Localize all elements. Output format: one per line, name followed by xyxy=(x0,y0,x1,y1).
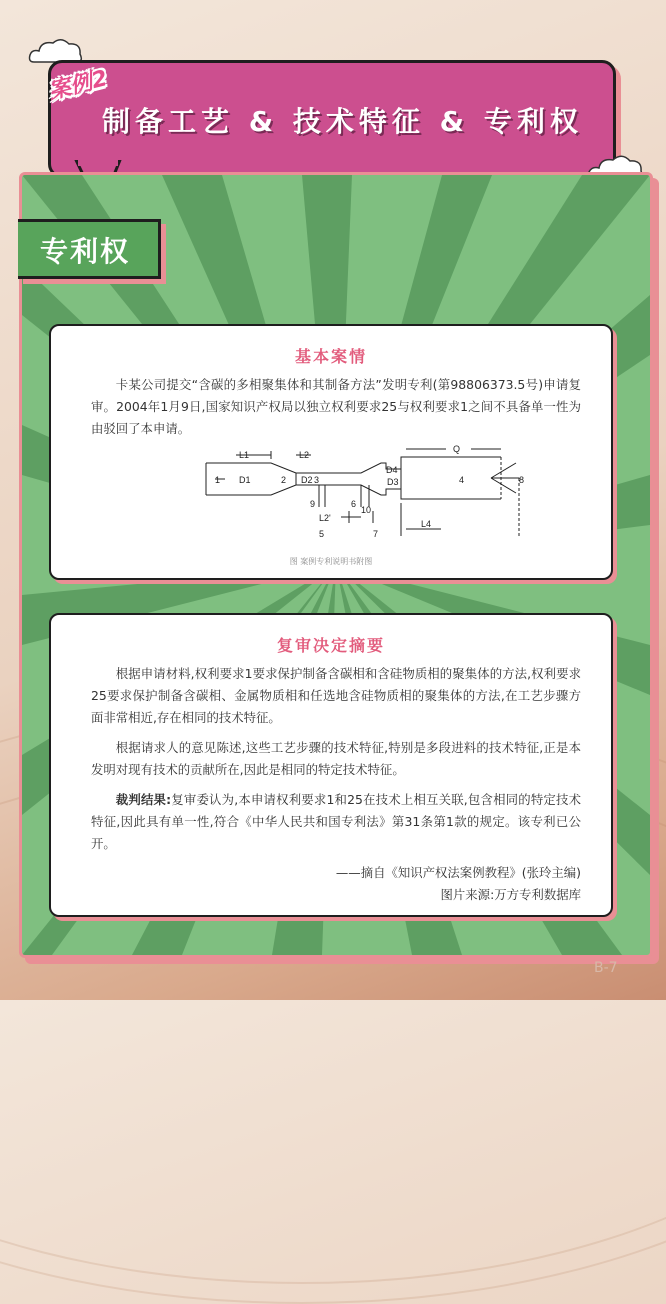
fig-label-L1: L1 xyxy=(239,450,250,460)
card-title: 基本案情 xyxy=(294,347,367,366)
page-number: B-7 xyxy=(594,960,618,976)
page-title: 制备工艺 & 技术特征 & 专利权 xyxy=(102,105,583,138)
fig-label-D3: D3 xyxy=(387,477,399,487)
fig-label-4: 4 xyxy=(459,475,465,485)
fig-label-8: 8 xyxy=(519,475,525,485)
citation: ——摘自《知识产权法案例教程》(张玲主编) xyxy=(335,865,581,880)
card-title: 复审决定摘要 xyxy=(276,636,385,655)
fig-label-9: 9 xyxy=(310,499,316,509)
fig-label-1: 1 xyxy=(215,475,221,485)
decision-paragraph-2: 根据请求人的意见陈述,这些工艺步骤的技术特征,特别是多段进料的技术特征,正是本发明对现有技术的贡献所在,因此是相同的特定技术特征。 xyxy=(91,740,581,777)
verdict-paragraph xyxy=(91,789,581,855)
image-source: 图片来源:万方专利数据库 xyxy=(440,887,581,902)
fig-label-L2prime: L2' xyxy=(319,513,331,523)
fig-label-Q: Q xyxy=(453,444,461,454)
fig-label-D2: D2 xyxy=(301,475,313,485)
case-background-card xyxy=(49,324,613,580)
fig-label-7: 7 xyxy=(373,529,379,539)
fig-label-10: 10 xyxy=(361,505,372,515)
section-label xyxy=(18,219,161,279)
review-decision-card xyxy=(49,613,613,917)
section-label-text: 专利权 xyxy=(40,235,131,268)
fig-label-L2: L2 xyxy=(299,450,310,460)
fig-label-3: 3 xyxy=(314,475,320,485)
verdict-label: 裁判结果: xyxy=(115,792,172,807)
fig-label-5: 5 xyxy=(319,529,325,539)
case-paragraph: 卡某公司提交“含碳的多相聚集体和其制备方法”发明专利(第98806373.5号)申请复审。2004年1月9日,国家知识产权局以独立权利要求25与权利要求1之间不具备单一性为由驳回了本申请。 xyxy=(91,377,581,436)
fig-label-D4: D4 xyxy=(386,465,398,475)
fig-label-L4: L4 xyxy=(421,519,432,529)
fig-label-2: 2 xyxy=(281,475,287,485)
fig-label-6: 6 xyxy=(351,499,357,509)
patent-figure xyxy=(201,441,541,541)
case-badge: 案例2 xyxy=(46,66,110,105)
verdict-text: 复审委认为,本申请权利要求1和25在技术上相互关联,包含相同的特定技术特征,因此具有单一性,符合《中华人民共和国专利法》第31条第1款的规定。该专利已公开。 xyxy=(91,792,581,851)
fig-label-D1: D1 xyxy=(239,475,251,485)
decision-paragraph-1: 根据申请材料,权利要求1要求保护制备含碳相和含硅物质相的聚集体的方法,权利要求25要求保护制备含碳相、金属物质相和任选地含硅物质相的聚集体的方法,在工艺步骤方面非常相近,存在相同的技术特征。 xyxy=(91,666,581,725)
figure-caption: 图 案例专利说明书附图 xyxy=(289,557,373,566)
